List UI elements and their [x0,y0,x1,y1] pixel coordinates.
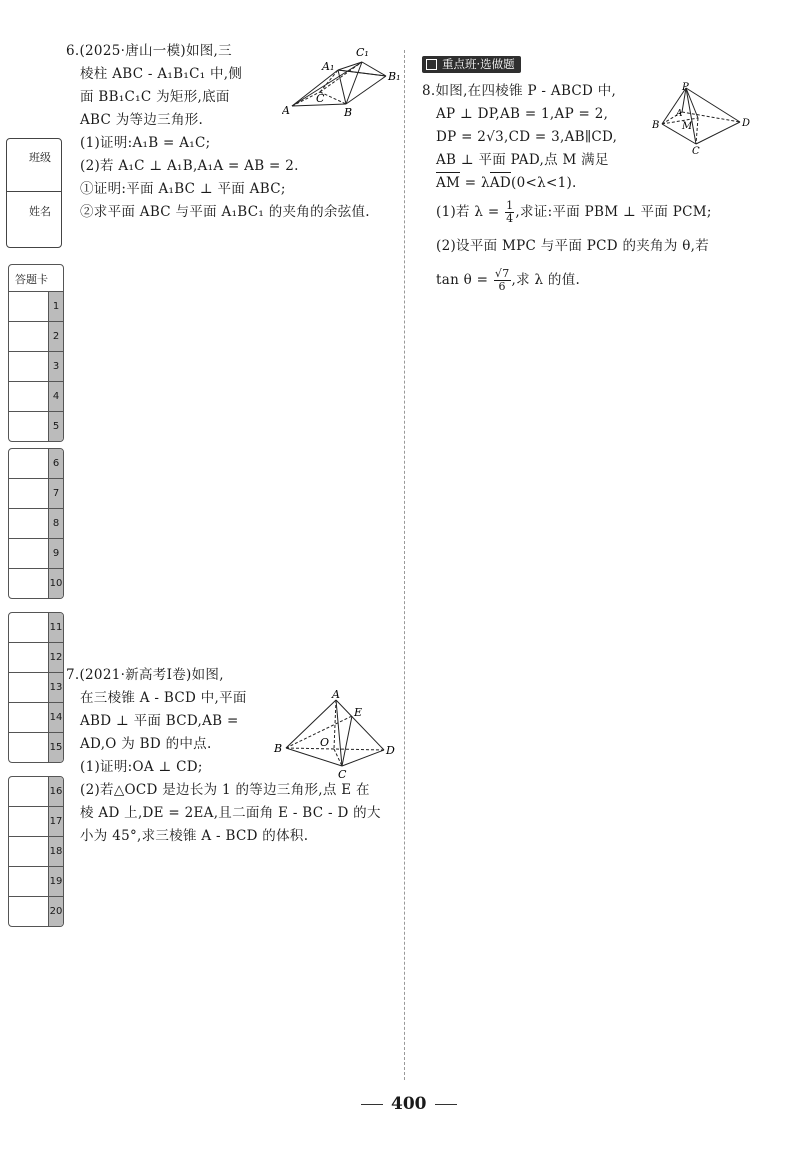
q6-line: 6.(2025·唐山一模)如图,三 [66,43,232,59]
answer-number: 17 [48,807,63,836]
vector-am: AM [436,172,460,195]
answer-slot[interactable] [9,412,63,441]
label-O: O [320,736,330,749]
answer-number: 14 [48,703,63,732]
q8-text: tan θ = [436,272,493,288]
column-divider [404,50,405,1080]
answer-slot[interactable] [9,322,63,352]
label-B: B [344,106,353,119]
q6-line: ABC 为等边三角形. [80,112,204,128]
label-E: E [354,706,363,719]
answer-number: 6 [48,449,63,478]
label-C: C [338,768,347,780]
answer-number: 3 [48,352,63,381]
q6-line: ①证明:平面 A₁BC ⊥ 平面 ABC; [80,181,286,197]
answer-number: 7 [48,479,63,508]
label-M: M [682,121,693,132]
fraction [494,268,511,293]
dash-right [435,1104,457,1105]
answer-card-header [9,265,63,292]
answer-slot[interactable] [9,897,63,926]
answer-slot[interactable] [9,382,63,412]
q8-text: ,求证:平面 PBM ⊥ 平面 PCM; [515,204,712,220]
vector-ad: AD [490,172,511,195]
name-label: 姓名 [29,205,51,218]
q7-line: (2)若△OCD 是边长为 1 的等边三角形,点 E 在 [80,782,370,798]
label-A: A [676,109,683,119]
fraction [505,200,514,225]
answer-slot[interactable] [9,479,63,509]
label-A1: A₁ [322,60,335,73]
q7-line: 棱 AD 上,DE = 2EA,且二面角 E - BC - D 的大 [80,805,381,821]
answer-slot[interactable] [9,569,63,598]
answer-slot[interactable] [9,449,63,479]
answer-slot[interactable] [9,643,63,673]
q7-line: 7.(2021·新高考Ⅰ卷)如图, [66,667,224,683]
label-D: D [386,744,395,757]
q8-line-8 [422,263,712,297]
answer-number: 2 [48,322,63,351]
class-label: 班级 [29,151,51,164]
label-A: A [332,688,340,701]
label-B: B [274,742,283,755]
q8-line-6 [422,195,712,229]
answer-slot[interactable] [9,613,63,643]
label-A: A [282,104,290,117]
answer-slot[interactable] [9,292,63,322]
triangular-pyramid-figure [270,688,400,780]
label-B1: B₁ [388,70,401,83]
label-P: P [682,82,689,93]
book-icon [426,59,437,70]
answer-number: 4 [48,382,63,411]
answer-slot[interactable] [9,807,63,837]
student-info-box [6,138,62,248]
q8-line: 8.如图,在四棱锥 P - ABCD 中, [422,83,617,99]
answer-slot[interactable] [9,703,63,733]
q6-line: (2)若 A₁C ⊥ A₁B,A₁A = AB = 2. [80,158,299,174]
q7-line: AD,O 为 BD 的中点. [80,736,212,752]
answer-slot[interactable] [9,673,63,703]
label-C: C [692,146,700,156]
answer-number: 18 [48,837,63,866]
prism-figure [282,44,404,120]
fraction-numerator: 1 [506,199,514,212]
answer-number: 20 [48,897,63,926]
fraction-denominator: 6 [498,280,506,293]
fraction-numerator: √7 [494,267,510,280]
q8-text: (1)若 λ = [436,204,505,220]
answer-card-label: 答题卡 [15,273,48,286]
answer-number: 16 [48,777,63,806]
q6-line: 棱柱 ABC - A₁B₁C₁ 中,侧 [80,66,243,82]
q8-text: ,求 λ 的值. [511,272,581,288]
answer-number: 8 [48,509,63,538]
q8-text: = λ [460,175,490,191]
q7-line: 小为 45°,求三棱锥 A - BCD 的体积. [80,828,309,844]
q7-line: ABD ⊥ 平面 BCD,AB = [80,713,239,729]
answer-number: 10 [48,569,63,598]
answer-number: 11 [48,613,63,642]
q8-text: (0<λ<1). [511,175,577,191]
answer-card-group-4 [8,776,64,927]
q6-line: (1)证明:A₁B = A₁C; [80,135,211,151]
q6-line: 面 BB₁C₁C 为矩形,底面 [80,89,230,105]
q8-line: AB ⊥ 平面 PAD,点 M 满足 [436,152,609,168]
answer-card-group-2 [8,448,64,599]
answer-slot[interactable] [9,777,63,807]
answer-number: 13 [48,673,63,702]
answer-number: 5 [48,412,63,441]
q8-line: DP = 2√3,CD = 3,AB∥CD, [436,129,618,145]
q7-line: (1)证明:OA ⊥ CD; [80,759,203,775]
label-C1: C₁ [356,46,369,59]
q8-line-5 [422,172,712,195]
answer-number: 12 [48,643,63,672]
answer-slot[interactable] [9,509,63,539]
answer-number: 1 [48,292,63,321]
answer-number: 15 [48,733,63,762]
answer-card-group-1 [8,264,64,442]
q8-line: AP ⊥ DP,AB = 1,AP = 2, [436,106,609,122]
q8-line: (2)设平面 MPC 与平面 PCD 的夹角为 θ,若 [436,238,710,254]
answer-slot[interactable] [9,867,63,897]
label-B: B [652,120,660,131]
answer-slot[interactable] [9,352,63,382]
answer-slot[interactable] [9,733,63,762]
page-number-text: 400 [391,1094,427,1114]
q6-line: ②求平面 ABC 与平面 A₁BC₁ 的夹角的余弦值. [80,204,370,220]
fraction-denominator: 4 [506,212,514,225]
section-tag [422,56,521,73]
answer-number: 19 [48,867,63,896]
label-C: C [316,92,325,105]
section-tag-label: 重点班·选做题 [442,57,515,71]
label-D: D [742,118,751,129]
answer-slot[interactable] [9,837,63,867]
dash-left [361,1104,383,1105]
q7-line: 在三棱锥 A - BCD 中,平面 [80,690,247,706]
page-number [353,1094,465,1114]
pyramid-figure [652,82,756,156]
answer-number: 9 [48,539,63,568]
answer-slot[interactable] [9,539,63,569]
answer-card-group-3 [8,612,64,763]
